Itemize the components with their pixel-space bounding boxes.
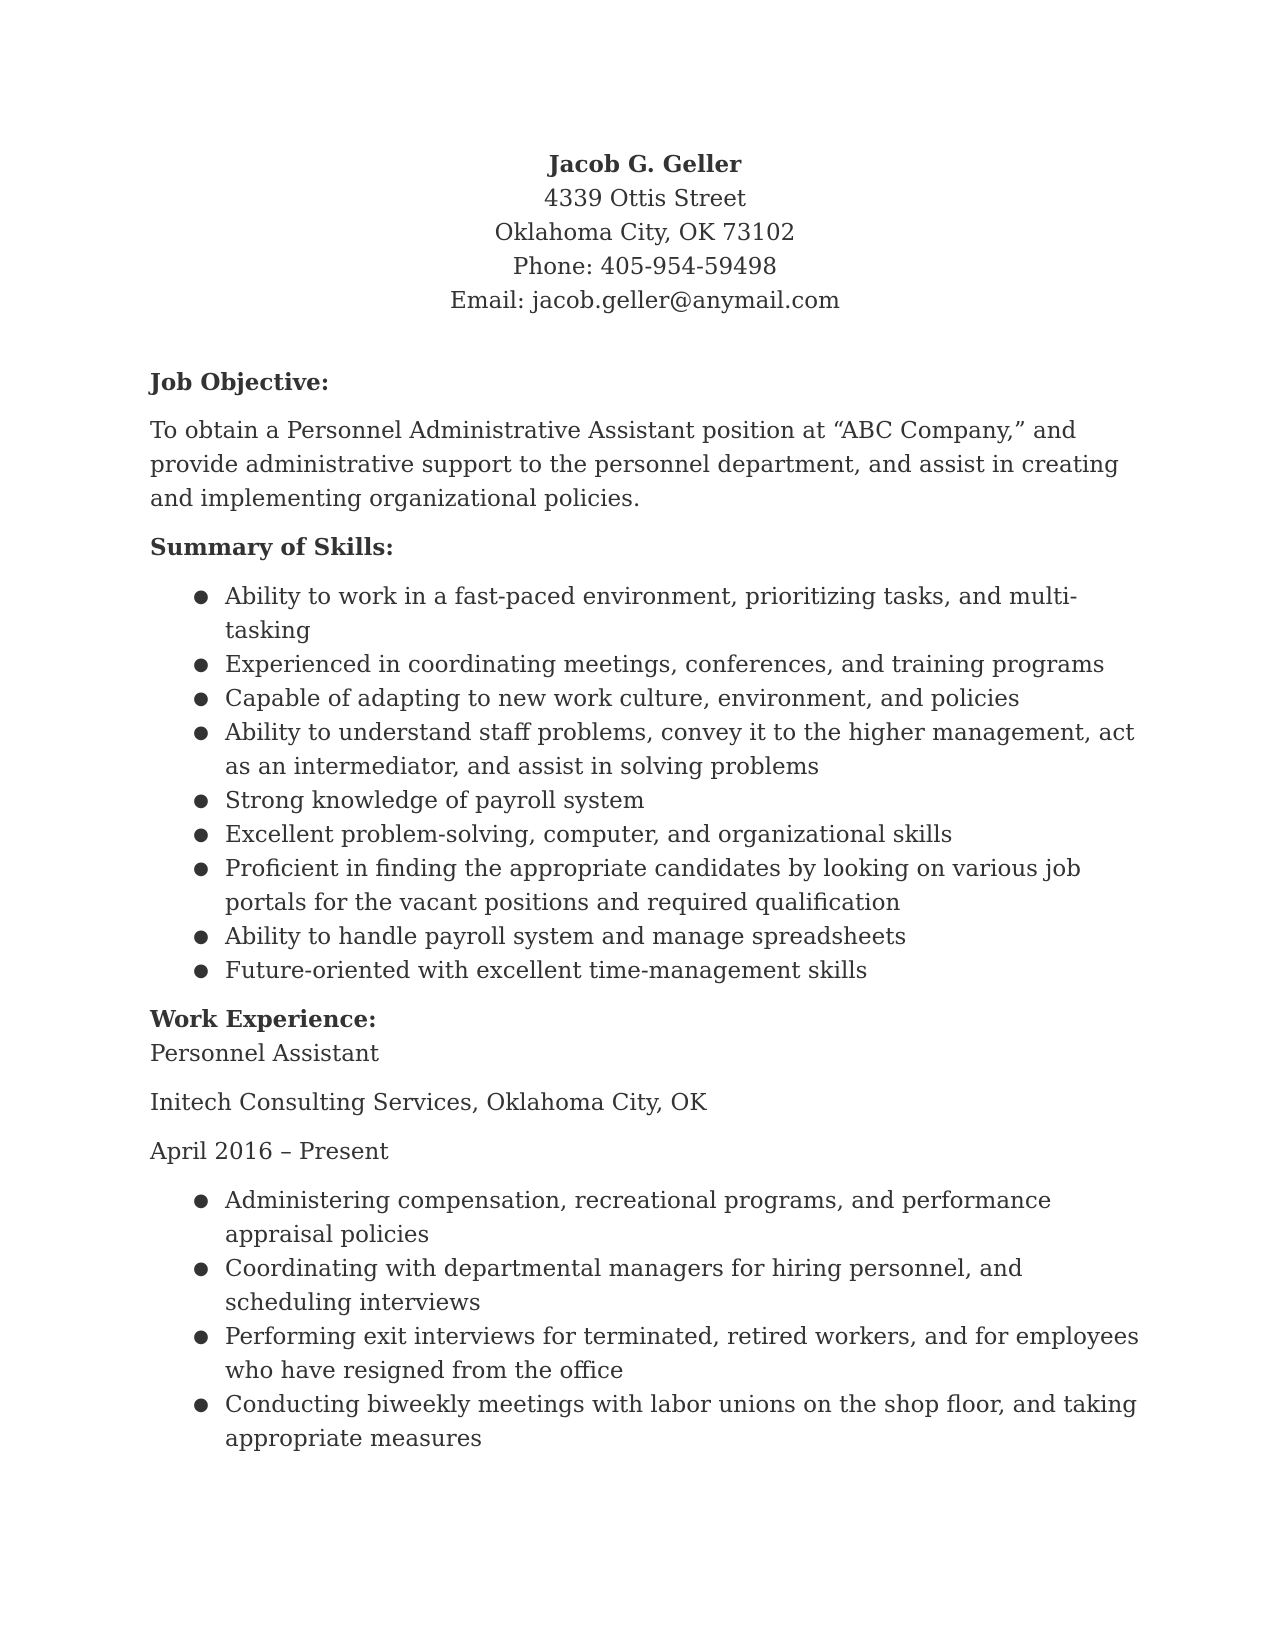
employment-dates: April 2016 – Present [150, 1139, 389, 1165]
company-name: Initech Consulting Services, Oklahoma City, OK [150, 1090, 707, 1116]
skills-list [150, 580, 1140, 988]
skills-heading: Summary of Skills: [150, 534, 394, 561]
skill-item [150, 682, 1140, 716]
duty-item [150, 1388, 1140, 1456]
skill-item [150, 954, 1140, 988]
duty-item [150, 1320, 1140, 1388]
skill-item [150, 784, 1140, 818]
job-title: Personnel Assistant [150, 1041, 379, 1067]
applicant-name: Jacob G. Geller [548, 151, 742, 178]
bullet-icon: ● [193, 926, 209, 947]
experience-list [150, 1184, 1140, 1456]
bullet-icon: ● [193, 858, 209, 879]
bullet-icon: ● [193, 722, 209, 743]
skill-text: Ability to handle payroll system and manage spreadsheets [225, 924, 907, 950]
skill-text: Ability to work in a fast-paced environment, prioritizing tasks, and multi-tasking [225, 584, 1078, 644]
bullet-icon: ● [193, 1190, 209, 1211]
experience-heading: Work Experience: [150, 1006, 377, 1033]
skill-item [150, 716, 1140, 784]
email-line: Email: jacob.geller@anymail.com [450, 288, 840, 314]
duty-text: Conducting biweekly meetings with labor unions on the shop floor, and taking appropriate measures [225, 1392, 1138, 1452]
bullet-icon: ● [193, 1326, 209, 1347]
skill-text: Excellent problem-solving, computer, and organizational skills [225, 822, 953, 848]
objective-heading: Job Objective: [150, 369, 330, 396]
objective-text: To obtain a Personnel Administrative Assistant position at “ABC Company,” and provide administrative support to the personnel department, and assist in creating and implementing organizational policies. [150, 418, 1119, 512]
bullet-icon: ● [193, 1258, 209, 1279]
skill-item [150, 580, 1140, 648]
skill-text: Future-oriented with excellent time-management skills [225, 958, 868, 984]
bullet-icon: ● [193, 960, 209, 981]
bullet-icon: ● [193, 790, 209, 811]
phone-line: Phone: 405-954-59498 [512, 254, 778, 280]
skill-text: Proficient in finding the appropriate candidates by looking on various job portals for the vacant positions and required qualification [225, 856, 1081, 916]
bullet-icon: ● [193, 688, 209, 709]
address-line-2: Oklahoma City, OK 73102 [494, 220, 796, 246]
duty-text: Coordinating with departmental managers for hiring personnel, and scheduling interviews [225, 1256, 1023, 1316]
resume-content [150, 148, 1140, 1456]
bullet-icon: ● [193, 1394, 209, 1415]
duty-text: Performing exit interviews for terminated, retired workers, and for employees who have resigned from the office [225, 1324, 1140, 1384]
contact-header [150, 148, 1140, 318]
duty-item [150, 1184, 1140, 1252]
skill-text: Capable of adapting to new work culture, environment, and policies [225, 686, 1020, 712]
skill-item [150, 818, 1140, 852]
duty-item [150, 1252, 1140, 1320]
skill-text: Experienced in coordinating meetings, conferences, and training programs [225, 652, 1105, 678]
skill-text: Strong knowledge of payroll system [225, 788, 645, 814]
bullet-icon: ● [193, 654, 209, 675]
skill-item [150, 852, 1140, 920]
bullet-icon: ● [193, 586, 209, 607]
skill-item [150, 920, 1140, 954]
bullet-icon: ● [193, 824, 209, 845]
skill-item [150, 648, 1140, 682]
skill-text: Ability to understand staff problems, convey it to the higher management, act as an intermediator, and assist in solving problems [225, 720, 1135, 780]
duty-text: Administering compensation, recreational programs, and performance appraisal policies [225, 1188, 1052, 1248]
address-line-1: 4339 Ottis Street [543, 186, 747, 212]
